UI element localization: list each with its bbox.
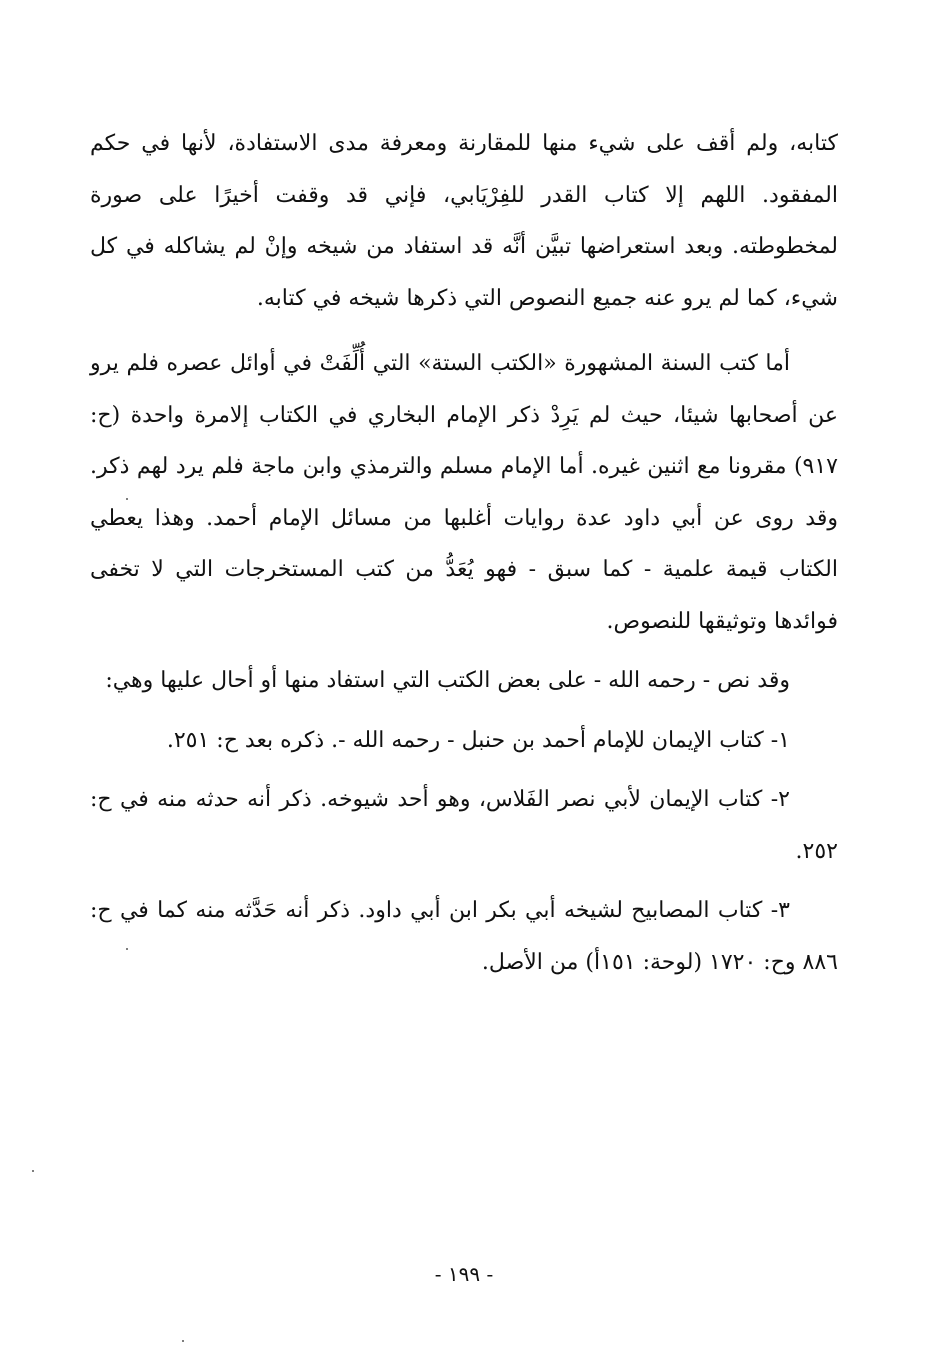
paragraph-2: أما كتب السنة المشهورة «الكتب الستة» التي أُلِّفَتْ في أوائل عصره فلم يرو عن أصحابها شيئا، حيث لم يَرِدْ ذكر الإمام البخاري في الكتاب إلامرة واحدة (ح: ٩١٧) مقرونا مع اثنين غيره. أما الإمام مسلم والترمذي وابن ماجة فلم يرد لهم ذكر. وقد روى عن أبي داود عدة روايات أغلبها من مسائل الإمام أحمد. وهذا يعطي الكتاب قيمة علمية - كما سبق - فهو يُعَدُّ من كتب المستخرجات التي لا تخفى فوائدها وتوثيقها للنصوص.	[90, 351, 838, 634]
scan-speck	[182, 1340, 184, 1342]
list-item-3: ٣- كتاب المصابيح لشيخه أبي بكر ابن أبي داود. ذكر أنه حَدَّثه منه كما في ح: ٨٨٦ وح: ١٧٢٠ (لوحة: ١٥١أ) من الأصل.	[90, 898, 838, 975]
list-item-2: ٢- كتاب الإيمان لأبي نصر الفَلاس، وهو أحد شيوخه. ذكر أنه حدثه منه في ح: ٢٥٢.	[90, 787, 838, 864]
scan-speck	[126, 498, 128, 500]
scan-speck	[32, 1170, 34, 1172]
scan-speck	[126, 948, 128, 950]
list-item-1: ١- كتاب الإيمان للإمام أحمد بن حنبل - رحمه الله -. ذكره بعد ح: ٢٥١.	[166, 727, 790, 753]
page-number: - ١٩٩ -	[434, 1262, 494, 1286]
paragraph-1: كتابه، ولم أقف على شيء منها للمقارنة ومعرفة مدى الاستفادة، لأنها في حكم المفقود. اللهم إلا كتاب القدر للفِرْيَابي، فإني قد وقفت أخيرًا على صورة لمخطوطته. وبعد استعراضها تبيَّن أنَّه قد استفاد من شيخه وإنْ لم يشاكله في كل شيء، كما لم يرو عنه جميع النصوص التي ذكرها شيخه في كتابه.	[90, 131, 838, 311]
body-text	[90, 118, 838, 988]
paragraph-3: وقد نص - رحمه الله - على بعض الكتب التي استفاد منها أو أحال عليها وهي:	[105, 668, 790, 693]
